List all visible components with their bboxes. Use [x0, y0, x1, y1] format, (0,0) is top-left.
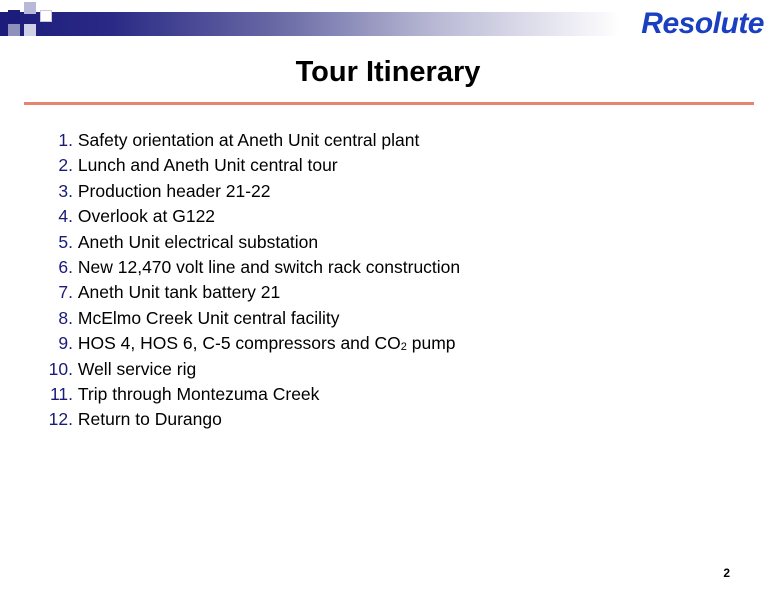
item-label: Overlook at G122: [77, 206, 216, 227]
item-label-text-suffix: pump: [406, 333, 456, 354]
list-item: [40, 204, 460, 229]
item-label: Trip through Montezuma Creek: [77, 383, 320, 404]
list-item: [40, 153, 460, 178]
header-square-decoration: [24, 2, 36, 14]
item-label-text: HOS 4, HOS 6, C-5 compressors and CO: [77, 333, 401, 354]
list-item: [40, 280, 460, 305]
list-item: [40, 255, 460, 280]
item-label: Return to Durango: [77, 409, 222, 430]
item-label: Aneth Unit tank battery 21: [77, 282, 281, 303]
slide-title: Tour Itinerary: [295, 56, 481, 88]
item-number: 11.: [49, 383, 73, 404]
item-number: 9.: [58, 333, 73, 354]
item-number: 5.: [58, 231, 73, 252]
list-item: [40, 331, 460, 356]
item-number: 7.: [58, 282, 73, 303]
item-number: 8.: [58, 307, 73, 328]
header-square-decoration: [8, 10, 20, 22]
item-label: McElmo Creek Unit central facility: [77, 307, 340, 328]
header-square-decoration: [40, 10, 52, 22]
item-label: New 12,470 volt line and switch rack construction: [77, 256, 461, 277]
list-item: [40, 230, 460, 255]
header-square-decoration: [8, 24, 20, 36]
item-number: 2.: [58, 155, 73, 176]
item-number: 1.: [58, 130, 73, 150]
list-item: [40, 382, 460, 407]
item-label: Safety orientation at Aneth Unit central plant: [77, 130, 420, 150]
item-label: Lunch and Aneth Unit central tour: [77, 155, 338, 176]
page-number: 2: [723, 566, 730, 580]
item-number: 12.: [48, 409, 73, 430]
item-label: Aneth Unit electrical substation: [77, 231, 319, 252]
co2-subscript: 2: [400, 341, 407, 354]
item-number: 4.: [58, 206, 73, 227]
resolute-logo: Resolute: [641, 7, 764, 40]
item-number: 3.: [58, 180, 73, 201]
header-gradient-band: [0, 12, 620, 36]
list-item: [40, 306, 460, 331]
header-square-decoration: [24, 24, 36, 36]
item-number: 6.: [58, 256, 73, 277]
itinerary-list: [40, 128, 460, 433]
title-divider: [24, 102, 754, 105]
item-label: Well service rig: [77, 358, 197, 379]
list-item: [40, 407, 460, 432]
list-item: [40, 128, 460, 153]
item-label: Production header 21-22: [77, 180, 271, 201]
item-number: 10.: [48, 358, 73, 379]
list-item: [40, 179, 460, 204]
